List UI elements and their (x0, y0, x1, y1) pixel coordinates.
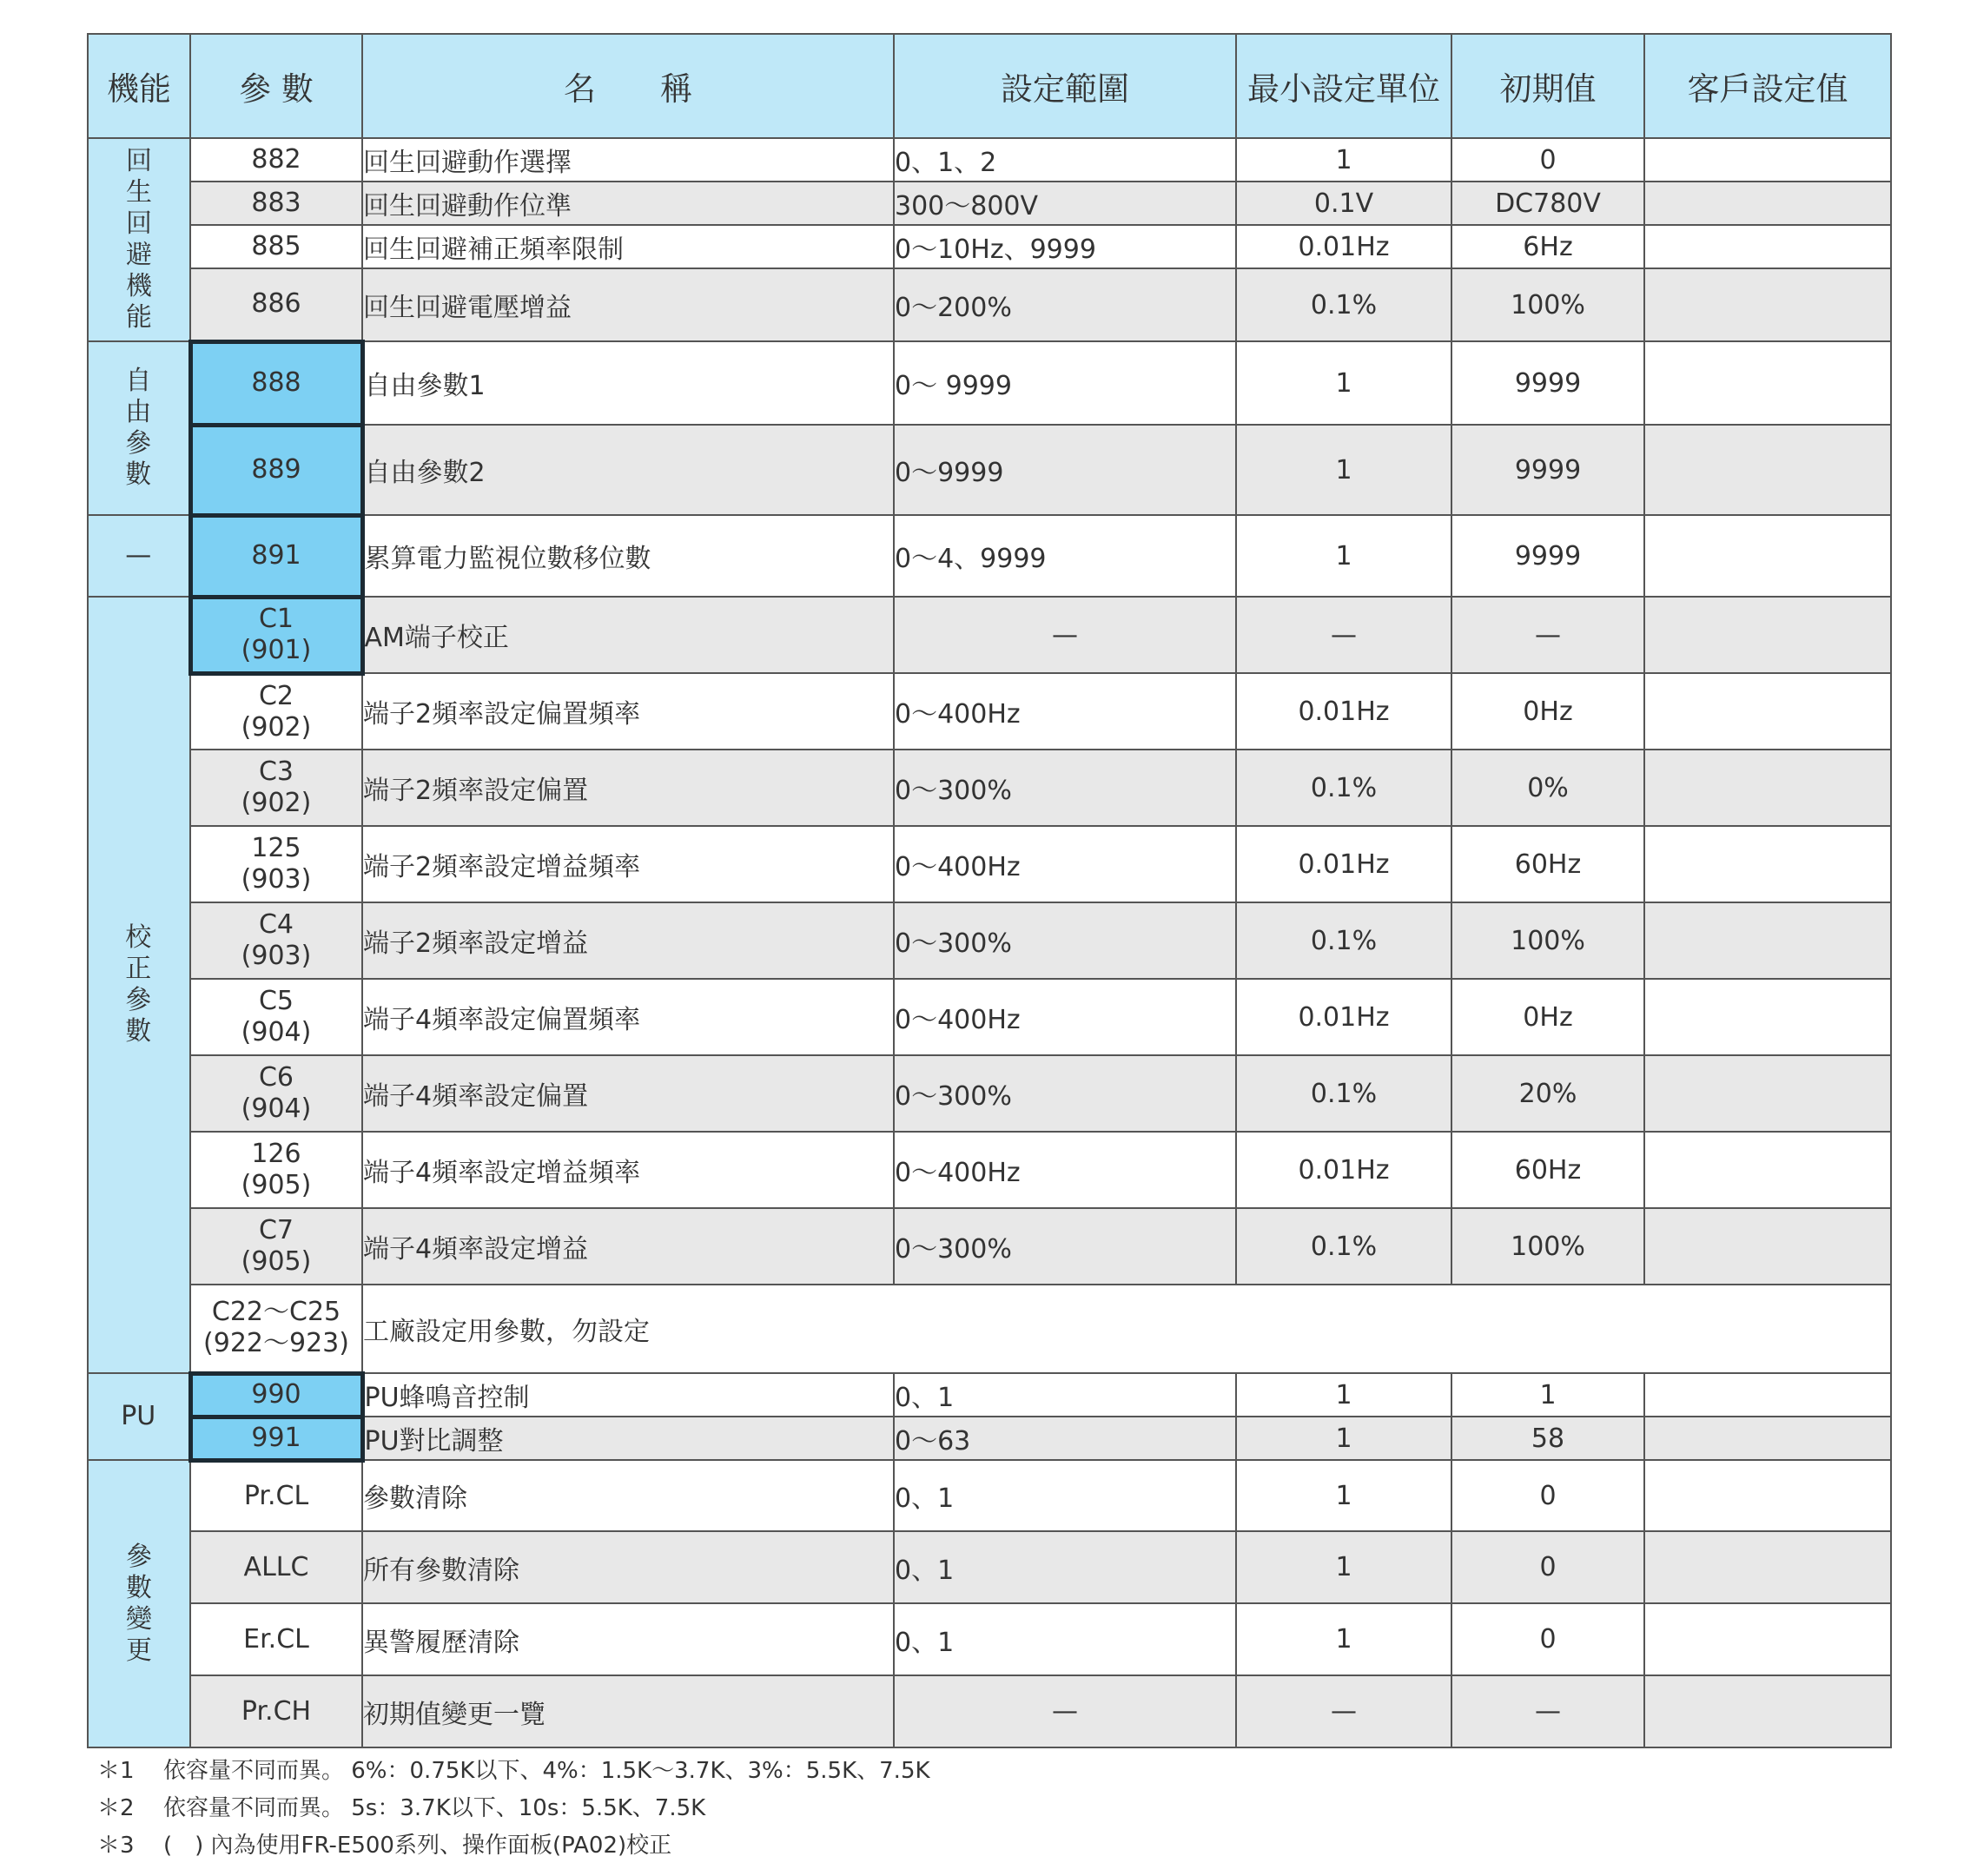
table-row (88, 1285, 1891, 1373)
unit-cell: 0.1% (1236, 750, 1451, 826)
unit-cell: 1 (1236, 1531, 1451, 1603)
table-row (88, 341, 1891, 425)
range-cell: 0、1 (894, 1603, 1236, 1675)
param-cell: Pr.CH (190, 1675, 362, 1747)
init-cell: 9999 (1451, 515, 1644, 597)
customer-cell[interactable] (1644, 1373, 1891, 1417)
range-cell: 0～63 (894, 1417, 1236, 1460)
footnote-text: ( ) 內為使用FR-E500系列、操作面板(PA02)校正 (163, 1833, 672, 1859)
name-cell: 端子4頻率設定增益 (362, 1208, 894, 1285)
range-cell: 0～400Hz (894, 979, 1236, 1055)
customer-cell[interactable] (1644, 425, 1891, 515)
group-regen: 回生回避機能 (88, 138, 190, 341)
name-cell: 端子2頻率設定增益 (362, 902, 894, 979)
customer-cell[interactable] (1644, 138, 1891, 182)
name-cell: 異警履歷清除 (362, 1603, 894, 1675)
footnote-mark: ＊3 (97, 1833, 135, 1859)
init-cell: 100% (1451, 902, 1644, 979)
name-cell: 參數清除 (362, 1460, 894, 1531)
table-row (88, 1373, 1891, 1417)
unit-cell: 1 (1236, 341, 1451, 425)
name-cell: 端子2頻率設定偏置頻率 (362, 673, 894, 750)
customer-cell[interactable] (1644, 979, 1891, 1055)
param-cell-highlighted: C1 (901) (190, 597, 362, 673)
param-cell: C6 (904) (190, 1055, 362, 1132)
name-cell: 初期值變更一覽 (362, 1675, 894, 1747)
header-range: 設定範圍 (894, 34, 1236, 138)
range-cell: 0～9999 (894, 425, 1236, 515)
unit-cell: 0.01Hz (1236, 979, 1451, 1055)
param-cell: 883 (190, 182, 362, 225)
param-cell-highlighted: 889 (190, 425, 362, 515)
name-cell: 自由參數1 (362, 341, 894, 425)
name-cell: AM端子校正 (362, 597, 894, 673)
param-cell: ALLC (190, 1531, 362, 1603)
footnote (97, 1790, 1835, 1827)
param-cell-highlighted: 991 (190, 1417, 362, 1460)
range-cell: 300～800V (894, 182, 1236, 225)
init-cell: DC780V (1451, 182, 1644, 225)
param-cell: C4 (903) (190, 902, 362, 979)
table-row (88, 597, 1891, 673)
param-cell: C22～C25 (922～923) (190, 1285, 362, 1373)
unit-cell: 0.1% (1236, 1055, 1451, 1132)
name-cell: 回生回避動作選擇 (362, 138, 894, 182)
unit-cell: 0.1% (1236, 1208, 1451, 1285)
name-cell: 端子2頻率設定增益頻率 (362, 826, 894, 902)
group-calib: 校正參數 (88, 597, 190, 1373)
footnote (97, 1753, 1835, 1790)
group-free: 自由參數 (88, 341, 190, 515)
table-row (88, 1417, 1891, 1460)
footnote (97, 1827, 1835, 1865)
table-row (88, 1531, 1891, 1603)
group-dash: — (88, 515, 190, 597)
init-cell: 9999 (1451, 425, 1644, 515)
unit-cell: 1 (1236, 1417, 1451, 1460)
range-cell: 0、1 (894, 1373, 1236, 1417)
init-cell: 20% (1451, 1055, 1644, 1132)
table-row (88, 1675, 1891, 1747)
name-cell: 回生回避電壓增益 (362, 268, 894, 341)
customer-cell[interactable] (1644, 673, 1891, 750)
range-cell: — (894, 597, 1236, 673)
customer-cell[interactable] (1644, 1208, 1891, 1285)
param-cell: 886 (190, 268, 362, 341)
table-row (88, 515, 1891, 597)
unit-cell: 0.01Hz (1236, 1132, 1451, 1208)
init-cell: 0 (1451, 1460, 1644, 1531)
init-cell: 100% (1451, 268, 1644, 341)
param-cell: C7 (905) (190, 1208, 362, 1285)
unit-cell: 0.1V (1236, 182, 1451, 225)
unit-cell: 1 (1236, 1603, 1451, 1675)
init-cell: 0Hz (1451, 979, 1644, 1055)
init-cell: 58 (1451, 1417, 1644, 1460)
footnote-mark: ＊1 (97, 1758, 135, 1784)
param-cell-highlighted: 888 (190, 341, 362, 425)
range-cell: 0～400Hz (894, 673, 1236, 750)
range-cell: 0～4、9999 (894, 515, 1236, 597)
unit-cell: 0.1% (1236, 268, 1451, 341)
unit-cell: 1 (1236, 515, 1451, 597)
param-cell: C2 (902) (190, 673, 362, 750)
footnote-mark: ＊2 (97, 1795, 135, 1821)
init-cell: 60Hz (1451, 1132, 1644, 1208)
name-cell: 回生回避補正頻率限制 (362, 225, 894, 268)
table-row (88, 1603, 1891, 1675)
header-func: 機能 (88, 34, 190, 138)
name-cell: PU對比調整 (362, 1417, 894, 1460)
footnote-text: 依容量不同而異。 5s：3.7K以下、10s：5.5K、7.5K (163, 1795, 706, 1821)
range-cell: 0～300% (894, 750, 1236, 826)
init-cell: 0% (1451, 750, 1644, 826)
parameter-table-sheet (87, 33, 1890, 1756)
customer-cell[interactable] (1644, 902, 1891, 979)
unit-cell: — (1236, 597, 1451, 673)
param-cell: C5 (904) (190, 979, 362, 1055)
range-cell: — (894, 1675, 1236, 1747)
name-cell: 端子4頻率設定偏置 (362, 1055, 894, 1132)
unit-cell: 1 (1236, 1460, 1451, 1531)
param-cell: 885 (190, 225, 362, 268)
name-cell: 自由參數2 (362, 425, 894, 515)
init-cell: 1 (1451, 1373, 1644, 1417)
table-row (88, 182, 1891, 225)
init-cell: — (1451, 1675, 1644, 1747)
header-init: 初期值 (1451, 34, 1644, 138)
customer-cell[interactable] (1644, 1675, 1891, 1747)
customer-cell[interactable] (1644, 1132, 1891, 1208)
init-cell: 60Hz (1451, 826, 1644, 902)
range-cell: 0～400Hz (894, 826, 1236, 902)
table-row (88, 1460, 1891, 1531)
header-row (88, 34, 1891, 138)
init-cell: 100% (1451, 1208, 1644, 1285)
table-row (88, 138, 1891, 182)
name-cell: 所有參數清除 (362, 1531, 894, 1603)
customer-cell[interactable] (1644, 515, 1891, 597)
unit-cell: 0.1% (1236, 902, 1451, 979)
name-cell: 端子4頻率設定增益頻率 (362, 1132, 894, 1208)
init-cell: 0 (1451, 138, 1644, 182)
customer-cell[interactable] (1644, 268, 1891, 341)
name-cell: PU蜂鳴音控制 (362, 1373, 894, 1417)
customer-cell[interactable] (1644, 750, 1891, 826)
init-cell: 6Hz (1451, 225, 1644, 268)
header-unit: 最小設定單位 (1236, 34, 1451, 138)
customer-cell[interactable] (1644, 182, 1891, 225)
range-cell: 0～300% (894, 1055, 1236, 1132)
table-row (88, 1132, 1891, 1208)
unit-cell: — (1236, 1675, 1451, 1747)
unit-cell: 1 (1236, 425, 1451, 515)
init-cell: 0Hz (1451, 673, 1644, 750)
table-row (88, 225, 1891, 268)
init-cell: 0 (1451, 1531, 1644, 1603)
init-cell: 9999 (1451, 341, 1644, 425)
footnotes (97, 1753, 1835, 1865)
customer-cell[interactable] (1644, 1055, 1891, 1132)
unit-cell: 1 (1236, 138, 1451, 182)
name-cell: 端子2頻率設定偏置 (362, 750, 894, 826)
unit-cell: 0.01Hz (1236, 826, 1451, 902)
group-change: 參數變更 (88, 1460, 190, 1747)
customer-cell[interactable] (1644, 341, 1891, 425)
unit-cell: 0.01Hz (1236, 673, 1451, 750)
header-param: 參 數 (190, 34, 362, 138)
table-row (88, 1055, 1891, 1132)
init-cell: — (1451, 597, 1644, 673)
customer-cell[interactable] (1644, 225, 1891, 268)
customer-cell[interactable] (1644, 1417, 1891, 1460)
param-cell-highlighted: 891 (190, 515, 362, 597)
name-cell: 端子4頻率設定偏置頻率 (362, 979, 894, 1055)
unit-cell: 0.01Hz (1236, 225, 1451, 268)
param-cell: 126 (905) (190, 1132, 362, 1208)
customer-cell[interactable] (1644, 826, 1891, 902)
factory-setting-note: 工廠設定用參數，勿設定 (362, 1285, 1891, 1373)
table-row (88, 826, 1891, 902)
footnote-text: 依容量不同而異。 6%：0.75K以下、4%：1.5K～3.7K、3%：5.5K、7.5K (163, 1758, 930, 1784)
init-cell: 0 (1451, 1603, 1644, 1675)
range-cell: 0～300% (894, 1208, 1236, 1285)
param-cell: Er.CL (190, 1603, 362, 1675)
name-cell: 回生回避動作位準 (362, 182, 894, 225)
range-cell: 0、1、2 (894, 138, 1236, 182)
header-name: 名 稱 (362, 34, 894, 138)
table-row (88, 1208, 1891, 1285)
table-row (88, 673, 1891, 750)
param-cell: 125 (903) (190, 826, 362, 902)
customer-cell[interactable] (1644, 1460, 1891, 1531)
name-cell: 累算電力監視位數移位數 (362, 515, 894, 597)
table-row (88, 902, 1891, 979)
range-cell: 0～10Hz、9999 (894, 225, 1236, 268)
range-cell: 0～400Hz (894, 1132, 1236, 1208)
param-cell: 882 (190, 138, 362, 182)
group-pu: PU (88, 1373, 190, 1460)
table-row (88, 425, 1891, 515)
parameter-table (87, 33, 1892, 1748)
range-cell: 0～300% (894, 902, 1236, 979)
range-cell: 0、1 (894, 1531, 1236, 1603)
param-cell-highlighted: 990 (190, 1373, 362, 1417)
table-row (88, 268, 1891, 341)
header-customer: 客戶設定值 (1644, 34, 1891, 138)
param-cell: C3 (902) (190, 750, 362, 826)
customer-cell[interactable] (1644, 1531, 1891, 1603)
param-cell: Pr.CL (190, 1460, 362, 1531)
range-cell: 0、1 (894, 1460, 1236, 1531)
range-cell: 0～200% (894, 268, 1236, 341)
customer-cell[interactable] (1644, 1603, 1891, 1675)
table-row (88, 979, 1891, 1055)
range-cell: 0～ 9999 (894, 341, 1236, 425)
unit-cell: 1 (1236, 1373, 1451, 1417)
customer-cell[interactable] (1644, 597, 1891, 673)
table-row (88, 750, 1891, 826)
